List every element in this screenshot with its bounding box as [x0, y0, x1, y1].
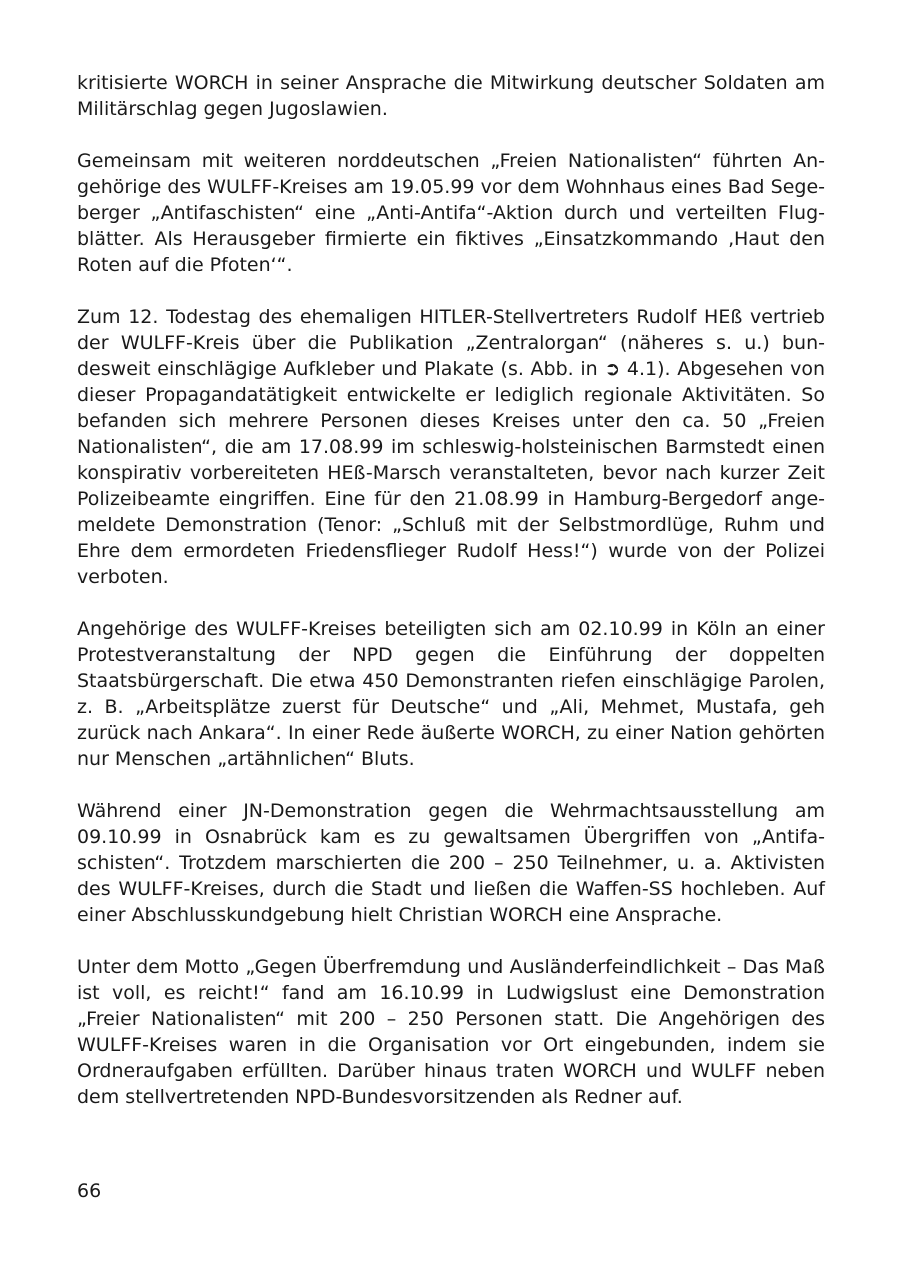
paragraph-1: kritisierte WORCH in seiner Ansprache die Mitwirkung deutscher Soldaten am Militärschlag gegen Jugoslawien.: [77, 72, 825, 120]
paragraph-3: Zum 12. Todestag des ehemaligen HITLER-Stellvertreters Rudolf HEß vertrieb der WULFF-Kreis über die Publikation „Zentralorgan“ (näheres s. u.) bundesweit einschlägige Aufkleber und Plakate (s. Abb. in ➲ 4.1). Abgesehen von dieser Propagandatätigkeit entwickelte er lediglich regionale Aktivitäten. So befanden sich mehrere Personen dieses Kreises unter den ca. 50 „Freien Nationalisten“, die am 17.08.99 im schleswig-holsteinischen Barmstedt einen konspirativ vorbereiteten HEß-Marsch veranstalteten, bevor nach kurzer Zeit Polizeibeamte eingriffen. Eine für den 21.08.99 in Hamburg-Bergedorf angemeldete Demonstration (Tenor: „Schluß mit der Selbstmordlüge, Ruhm und Ehre dem ermordeten Friedensflieger Rudolf Hess!“) wurde von der Polizei verboten.: [77, 306, 825, 588]
paragraph-2: Gemeinsam mit weiteren norddeutschen „Freien Nationalisten“ führten Angehörige des WULFF-Kreises am 19.05.99 vor dem Wohnhaus eines Bad Segeberger „Antifaschisten“ eine „Anti-Antifa“-Aktion durch und verteilten Flugblätter. Als Herausgeber firmierte ein fiktives „Einsatzkommando ‚Haut den Roten auf die Pfoten‘“.: [77, 150, 825, 276]
page-number: 66: [77, 1180, 102, 1202]
paragraph-4: Angehörige des WULFF-Kreises beteiligten sich am 02.10.99 in Köln an einer Protestveranstaltung der NPD gegen die Einführung der doppelten Staatsbürgerschaft. Die etwa 450 Demonstranten riefen einschlägige Parolen, z. B. „Arbeitsplätze zuerst für Deutsche“ und „Ali, Mehmet, Mustafa, geh zurück nach Ankara“. In einer Rede äußerte WORCH, zu einer Nation gehörten nur Menschen „artähnlichen“ Bluts.: [77, 618, 825, 770]
page-body: [77, 70, 825, 1110]
paragraph-6: Unter dem Motto „Gegen Überfremdung und Ausländerfeindlichkeit – Das Maß ist voll, es reicht!“ fand am 16.10.99 in Ludwigslust eine Demonstration „Freier Nationalisten“ mit 200 – 250 Personen statt. Die Angehörigen des WULFF-Kreises waren in die Organisation vor Ort eingebunden, indem sie Ordneraufgaben erfüllten. Darüber hinaus traten WORCH und WULFF neben dem stellvertretenden NPD-Bundesvorsitzenden als Redner auf.: [77, 956, 825, 1108]
paragraph-5: Während einer JN-Demonstration gegen die Wehrmachtsausstellung am 09.10.99 in Osnabrück kam es zu gewaltsamen Übergriffen von „Antifaschisten“. Trotzdem marschierten die 200 – 250 Teilnehmer, u. a. Aktivisten des WULFF-Kreises, durch die Stadt und ließen die Waffen-SS hochleben. Auf einer Abschlusskundgebung hielt Christian WORCH eine Ansprache.: [77, 800, 825, 926]
